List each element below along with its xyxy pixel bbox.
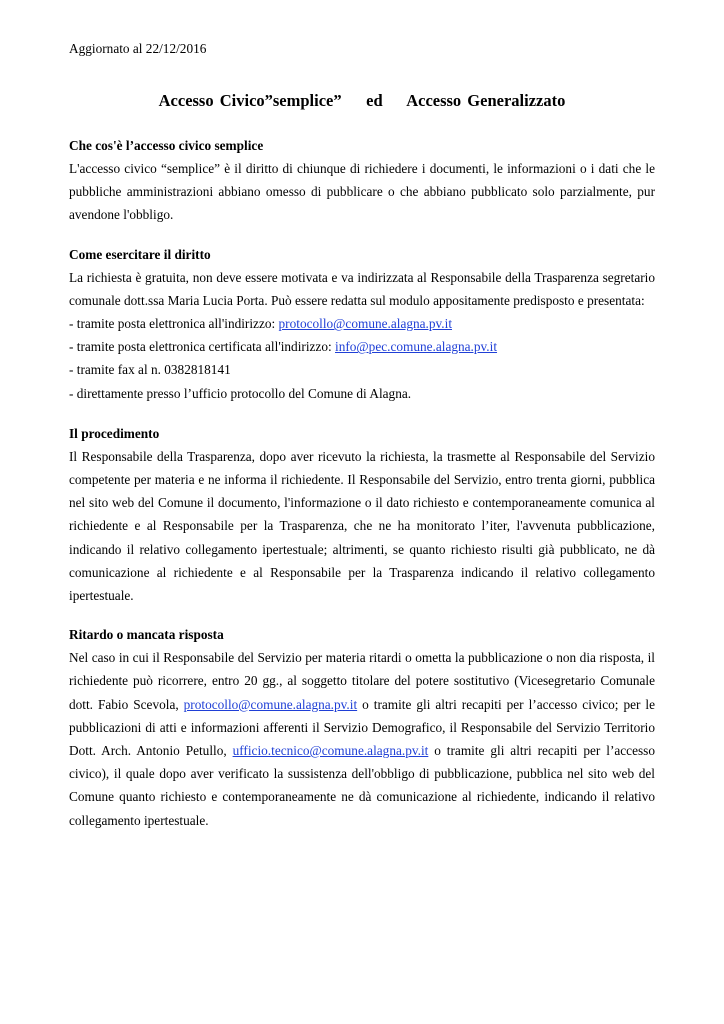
list-item-pec (69, 335, 655, 358)
document-page (69, 40, 655, 832)
email-link-ufficio-tecnico[interactable]: ufficio.tecnico@comune.alagna.pv.it (232, 743, 429, 759)
list-item-pec-label: - tramite posta elettronica certificata all'indirizzo: (69, 339, 335, 355)
section-delay (69, 623, 655, 832)
section-heading-procedure: Il procedimento (69, 425, 160, 441)
email-link-protocollo-substitute[interactable]: protocollo@comune.alagna.pv.it (183, 696, 358, 712)
section-text-what-is: L'accesso civico “semplice” è il diritto di chiunque di richiedere i documenti, le informazioni o i dati che le pubbliche amministrazioni abbiano omesso di pubblicare o che abbiano pubblicato solo parzialmente, pur avendone l'obbligo. (69, 161, 655, 223)
email-link-pec[interactable]: info@pec.comune.alagna.pv.it (335, 339, 498, 355)
updated-date: Aggiornato al 22/12/2016 (69, 41, 207, 56)
delay-text-part2: o tramite gli altri recapiti per l’accesso civico; per le pubblicazioni di atti e informazioni afferenti il Servizio Demografico, il Responsabile del Servizio Territorio Dott. Arch. Antonio Petullo, (69, 696, 656, 759)
list-item-email-label: - tramite posta elettronica all'indirizzo: (69, 316, 279, 332)
section-text-procedure: Il Responsabile della Trasparenza, dopo aver ricevuto la richiesta, la trasmette al Responsabile del Servizio competente per materia e ne informa il richiedente. Il Responsabile del Servizio, entro trenta giorni, pubblica nel sito web del Comune il documento, l'informazione o il dato richiesto e contemporaneamente comunica al richiedente e al Responsabile per la Trasparenza, che ne ha monitorato l’iter, l'avvenuta pubblicazione, indicando il relativo collegamento ipertestuale; altrimenti, se quanto richiesto risulti già pubblicato, ne dà comunicazione al richiedente e al Responsabile per la Trasparenza indicando il relativo collegamento ipertestuale. (69, 448, 655, 604)
document-title: Accesso Civico”semplice” ed Accesso Generalizzato (158, 91, 566, 110)
section-text-delay (69, 646, 655, 832)
section-heading-what-is: Che cos'è l’accesso civico semplice (69, 138, 264, 153)
list-item-email (69, 312, 655, 335)
section-heading-delay: Ritardo o mancata risposta (69, 627, 224, 643)
list-item-office: - direttamente presso l’ufficio protocollo del Comune di Alagna. (69, 385, 412, 401)
delay-text-part3: o tramite gli altri recapiti per l’accesso civico), il quale dopo aver verificato la sussistenza dell'obbligo di pubblicazione, pubblica nel sito web del Comune quanto richiesto e contemporaneamente ne dà comunicazione al richiedente, indicando il relativo collegamento ipertestuale. (69, 743, 655, 828)
section-text-how-to-exercise: La richiesta è gratuita, non deve essere motivata e va indirizzata al Responsabile della Trasparenza segretario comunale dott.ssa Maria Lucia Porta. Può essere redatta sul modulo appositamente predisposto e presentata: (69, 269, 655, 308)
section-heading-how-to-exercise: Come esercitare il diritto (69, 246, 211, 262)
section-what-is (69, 134, 655, 227)
list-item-fax: - tramite fax al n. 0382818141 (69, 362, 231, 378)
email-link-protocollo[interactable]: protocollo@comune.alagna.pv.it (278, 316, 453, 332)
section-how-to-exercise (69, 243, 655, 405)
delay-text-part1: Nel caso in cui il Responsabile del Servizio per materia ritardi o ometta la pubblicazione o non dia risposta, il richiedente può ricorrere, entro 20 gg., al soggetto titolare del potere sostitutivo (Vicesegretario Comunale dott. Fabio Scevola, (69, 650, 655, 712)
section-procedure (69, 422, 655, 607)
